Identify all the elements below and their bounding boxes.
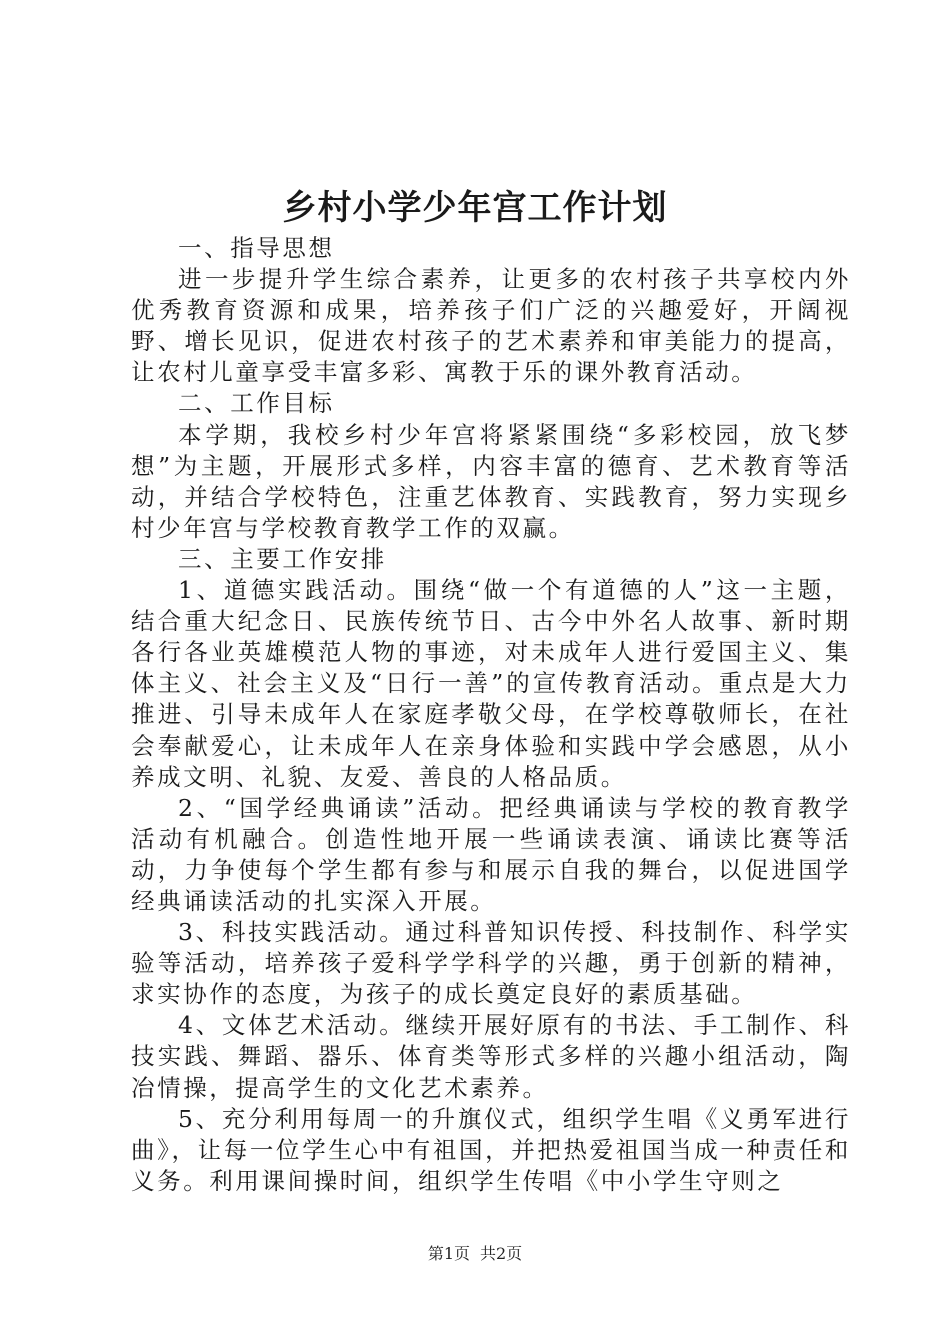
paragraph-work-goals: 本学期，我校乡村少年宫将紧紧围绕“多彩校园，放飞梦想”为主题，开展形式多样，内容丰富的德育、艺术教育等活动，并结合学校特色，注重艺体教育、实践教育，努力实现乡村少年宫与学校教育教学工作的双赢。 — [131, 420, 851, 542]
section-heading-guiding-ideology: 一、指导思想 — [178, 234, 335, 262]
paragraph-moral-practice: 1、道德实践活动。围绕“做一个有道德的人”这一主题，结合重大纪念日、民族传统节日、古今中外名人故事、新时期各行各业英雄模范人物的事迹，对未成年人进行爱国主义、集体主义、社会主义及“日行一善”的宣传教育活动。重点是大力推进、引导未成年人在家庭孝敬父母，在学校尊敬师长，在社会奉献爱心，让未成年人在亲身体验和实践中学会感恩，从小养成文明、礼貌、友爱、善良的人格品质。 — [131, 576, 851, 791]
paragraph-classics-reading: 2、“国学经典诵读”活动。把经典诵读与学校的教育教学活动有机融合。创造性地开展一些诵读表演、诵读比赛等活动，力争使每个学生都有参与和展示自我的舞台，以促进国学经典诵读活动的扎实深入开展。 — [131, 793, 851, 915]
section-heading-main-arrangements: 三、主要工作安排 — [178, 544, 387, 573]
page-footer — [0, 1243, 950, 1265]
paragraph-arts-sports: 4、文体艺术活动。继续开展好原有的书法、手工制作、科技实践、舞蹈、器乐、体育类等形式多样的兴趣小组活动，陶冶情操，提高学生的文化艺术素养。 — [131, 1011, 851, 1102]
section-heading-work-goals: 二、工作目标 — [178, 389, 335, 418]
document-title: 乡村小学少年宫工作计划 — [282, 188, 668, 228]
paragraph-science-practice: 3、科技实践活动。通过科普知识传授、科技制作、科学实验等活动，培养孩子爱科学学科学的兴趣，勇于创新的精神，求实协作的态度，为孩子的成长奠定良好的素质基础。 — [131, 918, 851, 1009]
page-number: 第1页 — [427, 1244, 470, 1263]
paragraph-guiding-ideology: 进一步提升学生综合素养，让更多的农村孩子共享校内外优秀教育资源和成果，培养孩子们广泛的兴趣爱好，开阔视野、增长见识，促进农村孩子的艺术素养和审美能力的提高，让农村儿童享受丰富多彩、寓教于乐的课外教育活动。 — [131, 265, 851, 387]
document-body — [131, 233, 851, 1197]
paragraph-flag-ceremony: 5、充分利用每周一的升旗仪式，组织学生唱《义勇军进行曲》，让每一位学生心中有祖国，并把热爱祖国当成一种责任和义务。利用课间操时间，组织学生传唱《中小学生守则之 — [131, 1104, 851, 1195]
page-total: 共2页 — [480, 1244, 523, 1263]
